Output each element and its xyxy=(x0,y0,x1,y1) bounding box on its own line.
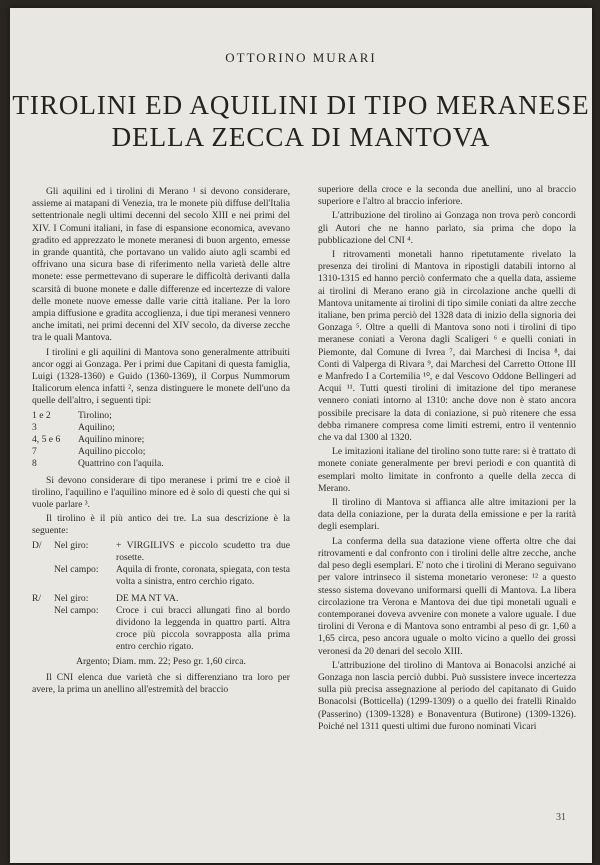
paragraph: I tirolini e gli aquilini di Mantova sono generalmente attribuiti ancor oggi ai Gonzaga. Per i primi due Capitani di questa famiglia, Luigi (1328-1360) e Guido (1360-1369), il Corpus Nummorum Italicorum elenca infatti ², senza distinguere le monete dell'uno da quelle dell'altro, i seguenti tipi: xyxy=(32,346,290,407)
paragraph: L'attribuzione del tirolino di Mantova ai Bonacolsi anziché ai Gonzaga non lascia perciò dubbi. Può sussistere invece incertezza sulla più precisa assegnazione al periodo del capitanato di Guido Bonacolsi (Botticella) (1299-1309) o a quello dei fratelli Rinaldo (Passerino) (1309-1328) e Bonaventura (Butirone) (1309-1326). Poiché nel 1311 questi ultimi due furono nominati Vicari xyxy=(318,659,576,732)
list-item xyxy=(32,422,290,434)
author-name: OTTORINO MURARI xyxy=(225,50,377,65)
article-title-line-2: DELLA ZECCA DI MANTOVA xyxy=(111,122,491,152)
reverse-label: R/ xyxy=(32,592,42,604)
coin-types-list xyxy=(32,410,290,471)
list-item xyxy=(32,410,290,422)
right-column xyxy=(318,184,576,735)
paragraph: Il tirolino è il più antico dei tre. La sua descrizione è la seguente: xyxy=(32,513,290,537)
type-name: Aquilino minore; xyxy=(78,434,145,446)
paragraph: Le imitazioni italiane del tirolino sono tutte rare: si è trattato di monete coniate generalmente per brevi periodi e con quantità di esemplari molto limitate in confronto a quelle della zecca di Merano. xyxy=(318,446,576,494)
rim-text: DE MA NT VA. xyxy=(116,592,179,604)
type-number: 4, 5 e 6 xyxy=(32,434,61,446)
reverse-rim-row xyxy=(32,593,290,605)
field-label: Nel campo: xyxy=(54,604,99,616)
coin-description xyxy=(32,540,290,668)
paragraph: Il tirolino di Mantova si affianca alle altre imitazioni per la data della coniazione, per la durata della emissione e per la rarità degli esemplari. xyxy=(318,497,576,533)
article-title-line-1: TIROLINI ED AQUILINI DI TIPO MERANESE xyxy=(12,90,590,120)
field-text: Aquila di fronte, coronata, spiegata, con testa volta a sinistra, entro cerchio rigato. xyxy=(116,564,290,588)
list-item xyxy=(32,434,290,446)
page-number: 31 xyxy=(556,812,566,823)
metal-specs: Argento; Diam. mm. 22; Peso gr. 1,60 circa. xyxy=(76,655,246,667)
paragraph: La conferma della sua datazione viene offerta oltre che dai ritrovamenti e dal confronto con i tirolini delle altre zecche, anche dal peso degli esemplari. E' noto che i tirolini di Merano seguivano per valore intrinseco il sistema monetario veronese: ¹² a questo stesso sistema dovevano uniformarsi quelli di Mantova. La libera circolazione tra Verona e Mantova dei due tipi monetali uguali e contemporanei doveva avvenire con monete a valore uguale. I due tirolini di Verona e di Mantova sono entrambi al peso di gr. 1,60 a 1,65 circa, peso ancora uguale o molto vicino a quello dei grossi veronesi da 20 denari del secolo XIII. xyxy=(318,535,576,657)
type-name: Aquilino; xyxy=(78,421,115,433)
rim-text: + VIRGILIVS e piccolo scudetto tra due rosette. xyxy=(116,539,290,563)
paragraph: Il CNI elenca due varietà che si differenziano tra loro per avere, la prima un anellino all'estremità del braccio xyxy=(32,671,290,695)
rim-label: Nel giro: xyxy=(54,592,89,604)
paragraph: Gli aquilini ed i tirolini di Merano ¹ si devono considerare, assieme ai matapani di Venezia, tra le monete più diffuse dell'Italia settentrionale negli ultimi decenni del secolo XIII e nei primi del XIV. I Comuni italiani, in fase di espansione economica, avevano gradito ed apprezzato le monete meranesi di buon argento, emesse in grande quantità, che portavano un valido aiuto agli scambi ed offrivano una sicura base di riferimento nella varietà delle altre monete: esse permettevano di superare le difficoltà derivanti dalla scarsità di buone monete e dalle differenze ed incertezze di valore delle monete nuove emesse dalle varie città italiane. Per la loro ampia diffusione e gradita accoglienza, i due tipi meranesi vennero anche imitati, nei primi decenni del XIV secolo, da diverse zecche tra le quali Mantova. xyxy=(32,186,290,344)
rim-label: Nel giro: xyxy=(54,539,89,551)
paragraph: L'attribuzione del tirolino ai Gonzaga non trova però concordi gli Autori che ne hanno parlato, sia prima che dopo la pubblicazione del CNI ⁴. xyxy=(318,210,576,246)
reverse-field-row xyxy=(32,605,290,654)
obverse-field-row xyxy=(32,564,290,588)
list-item xyxy=(32,446,290,458)
type-number: 3 xyxy=(32,421,37,433)
field-text: Croce i cui bracci allungati fino al bordo dividono la leggenda in quattro parti. Altra croce più piccola sovrapposta alla prima entro cerchio rigato. xyxy=(116,604,290,653)
list-item xyxy=(32,458,290,470)
field-label: Nel campo: xyxy=(54,564,99,576)
obverse-label: D/ xyxy=(32,539,42,551)
obverse-rim-row xyxy=(32,540,290,564)
left-column xyxy=(32,186,290,698)
type-number: 1 e 2 xyxy=(32,409,51,421)
type-name: Quattrino con l'aquila. xyxy=(78,458,164,470)
type-number: 8 xyxy=(32,458,37,470)
type-name: Aquilino piccolo; xyxy=(78,446,146,458)
page-sheet xyxy=(10,8,592,863)
paragraph: Si devono considerare di tipo meranese i primi tre e cioè il tirolino, l'aquilino e l'aquilino minore ed è solo di questi che qui si vuole parlare ³. xyxy=(32,474,290,511)
paragraph: superiore della croce e la seconda due anellini, uno al braccio superiore e l'altro al braccio inferiore. xyxy=(318,184,576,208)
paragraph: I ritrovamenti monetali hanno ripetutamente rivelato la presenza dei tirolini di Mantova in ripostigli databili intorno al 1310-1315 ed hanno perciò confermato che a quella data, assieme ai tirolini di Merano erano già in circolazione anche quelli di Mantova unitamente ai tirolini di tipo simile coniati da altre zecche italiane, ben prima perciò del 1328 data di inizio della signoria dei Gonzaga ⁵. Oltre a quelli di Mantova sono noti i tirolini di tipo meranese coniati a Verona dagli Scaligeri ⁶ e quelli coniati in Piemonte, dal Comune di Ivrea ⁷, dai Marchesi di Incisa ⁸, dai Conti di Valperga di Rivara ⁹, dai Marchesi del Carretto Ottone III e Manfredo I a Cortemilia ¹⁰, e dal Vescovo Oddone Bellingeri ad Acqui ¹¹. Tutti questi tirolini di imitazione del tipo meranese vennero coniati intorno al 1310: anche dove non è stato ancora possibile precisare la data di coniazione, si può ritenere che essa debba rimanere compresa come limiti estremi, entro il ventennio che va dal 1300 al 1320. xyxy=(318,249,576,444)
type-name: Tirolino; xyxy=(78,409,112,421)
type-number: 7 xyxy=(32,446,37,458)
